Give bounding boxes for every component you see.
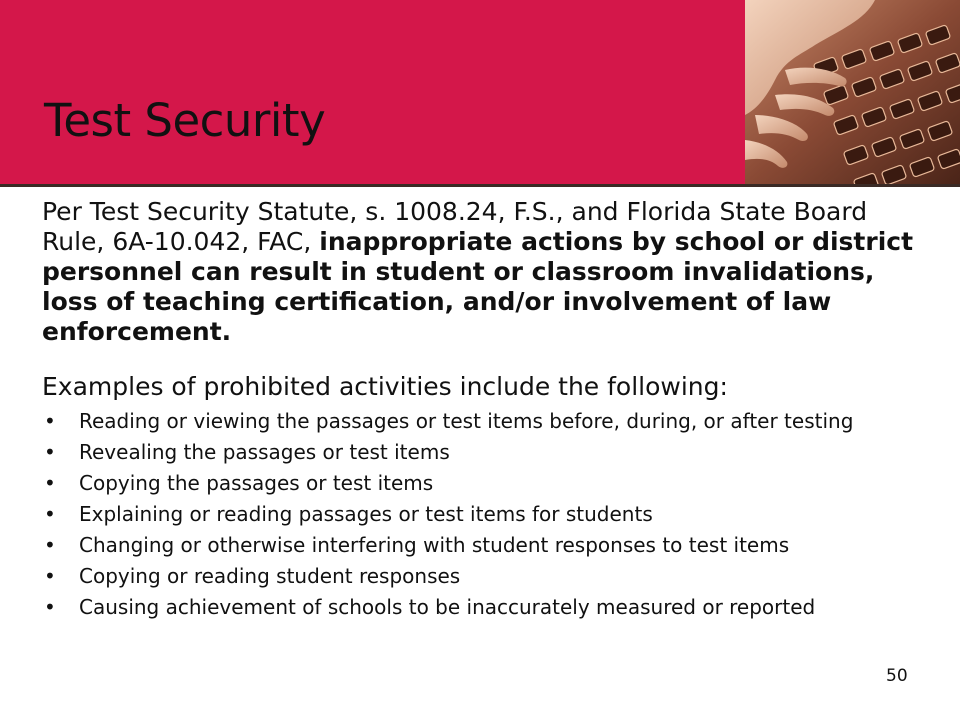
intro-paragraph — [42, 197, 922, 347]
bullet-icon: • — [44, 533, 56, 557]
list-item-text: Revealing the passages or test items — [79, 440, 450, 464]
list-item-text: Copying the passages or test items — [79, 471, 434, 495]
list-item — [42, 411, 922, 432]
list-item — [42, 566, 922, 587]
slide-title: Test Security — [44, 94, 326, 148]
list-item-text: Changing or otherwise interfering with student responses to test items — [79, 533, 790, 557]
bullet-icon: • — [44, 440, 56, 464]
bullet-icon: • — [44, 564, 56, 588]
keyboard-hands-photo — [745, 0, 960, 184]
intro-consequences-text: inappropriate actions by school or district personnel can result in student or classroom invalidations, loss of teaching certification, and/or involvement of law enforcement. — [42, 227, 914, 346]
intro-statute-text: Per Test Security Statute, s. 1008.24, F.S., and Florida State Board Rule, 6A-10.042, FAC, — [42, 197, 868, 256]
list-item — [42, 504, 922, 525]
bullet-icon: • — [44, 409, 56, 433]
header-band — [0, 0, 745, 184]
list-item — [42, 442, 922, 463]
examples-heading: Examples of prohibited activities include the following: — [42, 372, 728, 401]
bullet-icon: • — [44, 471, 56, 495]
list-item-text: Copying or reading student responses — [79, 564, 461, 588]
list-item — [42, 597, 922, 618]
list-item — [42, 473, 922, 494]
list-item-text: Explaining or reading passages or test items for students — [79, 502, 653, 526]
page-number: 50 — [886, 666, 908, 686]
prohibited-activities-list — [42, 411, 922, 628]
list-item — [42, 535, 922, 556]
header-divider — [0, 184, 960, 187]
list-item-text: Causing achievement of schools to be inaccurately measured or reported — [79, 595, 816, 619]
bullet-icon: • — [44, 595, 56, 619]
bullet-icon: • — [44, 502, 56, 526]
list-item-text: Reading or viewing the passages or test items before, during, or after testing — [79, 409, 854, 433]
